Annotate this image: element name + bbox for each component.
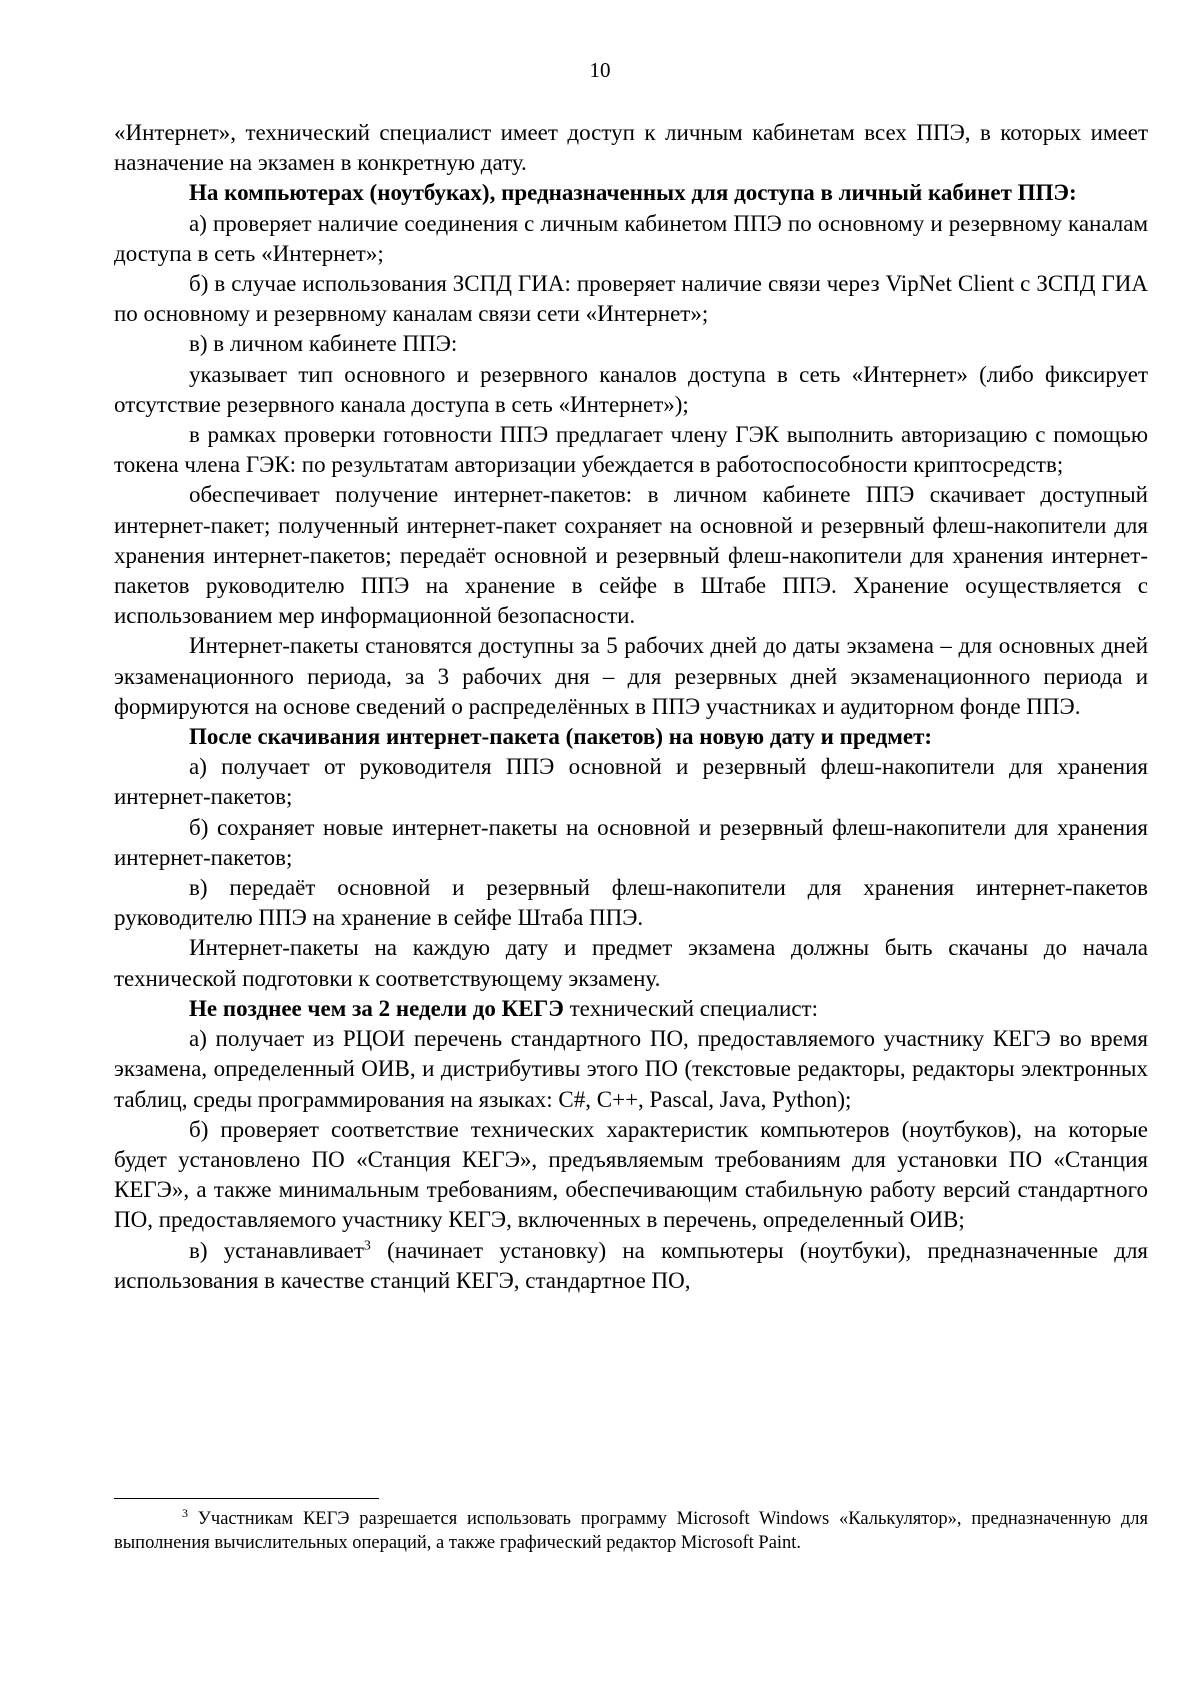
page-number: 10 — [589, 58, 611, 82]
footnote-text: Участникам КЕГЭ разрешается использовать программу Microsoft Windows «Калькулятор», предназначенную для выполнения вычислительных операций, а также графический редактор Microsoft Paint. — [114, 1509, 1148, 1553]
paragraph-two-weeks-before — [114, 994, 1148, 1024]
paragraph-download-deadline: Интернет-пакеты на каждую дату и предмет экзамена должны быть скачаны до начала технической подготовки к соответствующему экзамену. — [114, 935, 1148, 991]
body-text — [114, 118, 1148, 1296]
paragraph-packages-availability: Интернет-пакеты становятся доступны за 5 рабочих дней до даты экзамена – для основных дней экзаменационного периода, за 3 рабочих дня – для резервных дней экзаменационного периода и формируются на основе сведений о распределённых в ППЭ участниках и аудиторном фонде ППЭ. — [114, 633, 1148, 719]
list-item-install-software — [114, 1236, 1148, 1296]
list-item-check-connection: а) проверяет наличие соединения с личным кабинетом ППЭ по основному и резервному каналам доступа в сеть «Интернет»; — [114, 210, 1148, 266]
list-item-hand-over-flash: в) передаёт основной и резервный флеш-накопители для хранения интернет-пакетов руководителю ППЭ на хранение в сейфе Штаба ППЭ. — [114, 875, 1148, 931]
footnote-mark: 3 — [182, 1505, 188, 1520]
install-text-start: в) устанавливает — [189, 1237, 364, 1263]
paragraph-authorization: в рамках проверки готовности ППЭ предлагает члену ГЭК выполнить авторизацию с помощью токена члена ГЭК: по результатам авторизации убеждается в работоспособности криптосредств; — [114, 422, 1148, 478]
list-item-receive-software: а) получает из РЦОИ перечень стандартного ПО, предоставляемого участнику КЕГЭ во время экзамена, определенный ОИВ, и дистрибутивы этого ПО (текстовые редакторы, редакторы электронных таблиц, среды программирования на языках: C#, C++, Pascal, Java, Python); — [114, 1026, 1148, 1112]
list-item-check-hardware: б) проверяет соответствие технических характеристик компьютеров (ноутбуков), на которые будет установлено ПО «Станция КЕГЭ», предъявляемым требованиям для установки ПО «Станция КЕГЭ», а также минимальным требованиям, обеспечивающим стабильную работу версий стандартного ПО, предоставляемого участнику КЕГЭ, включенных в перечень, определенный ОИВ; — [114, 1116, 1148, 1233]
heading-computers-for-ppe-cabinet: На компьютерах (ноутбуках), предназначенных для доступа в личный кабинет ППЭ: — [189, 180, 1077, 206]
footnote — [114, 1505, 1148, 1555]
list-item-save-packages: б) сохраняет новые интернет-пакеты на основной и резервный флеш-накопители для хранения интернет-пакетов; — [114, 814, 1148, 870]
heading-after-download: После скачивания интернет-пакета (пакетов) на новую дату и предмет: — [189, 724, 933, 750]
paragraph-channel-type: указывает тип основного и резервного каналов доступа в сеть «Интернет» (либо фиксирует отсутствие резервного канала доступа в сеть «Интернет»); — [114, 361, 1148, 417]
list-item-in-cabinet: в) в личном кабинете ППЭ: — [189, 331, 458, 357]
list-item-receive-flash: а) получает от руководителя ППЭ основной и резервный флеш-накопители для хранения интернет-пакетов; — [114, 754, 1148, 810]
deadline-rest: технический специалист: — [563, 995, 818, 1021]
footnote-paragraph — [114, 1505, 1148, 1555]
list-item-check-vipnet: б) в случае использования ЗСПД ГИА: проверяет наличие связи через VipNet Client с ЗСПД ГИА по основному и резервному каналам связи сети «Интернет»; — [114, 271, 1148, 327]
footnote-separator — [114, 1498, 379, 1499]
install-text-end: (начинает установку) на компьютеры (ноутбуки), предназначенные для использования в качестве станций КЕГЭ, стандартное ПО, — [114, 1237, 1149, 1293]
paragraph-internet-packages: обеспечивает получение интернет-пакетов: в личном кабинете ППЭ скачивает доступный интернет-пакет; полученный интернет-пакет сохраняет на основной и резервный флеш-накопители для хранения интернет-пакетов; передаёт основной и резервный флеш-накопители для хранения интернет-пакетов руководителю ППЭ на хранение в сейфе в Штабе ППЭ. Хранение осуществляется с использованием мер информационной безопасности. — [114, 482, 1148, 629]
footnote-reference: 3 — [363, 1237, 371, 1253]
paragraph-internet-access: «Интернет», технический специалист имеет доступ к личным кабинетам всех ППЭ, в которых имеет назначение на экзамен в конкретную дату. — [114, 120, 1148, 176]
bold-deadline: Не позднее чем за 2 недели до КЕГЭ — [189, 995, 564, 1021]
